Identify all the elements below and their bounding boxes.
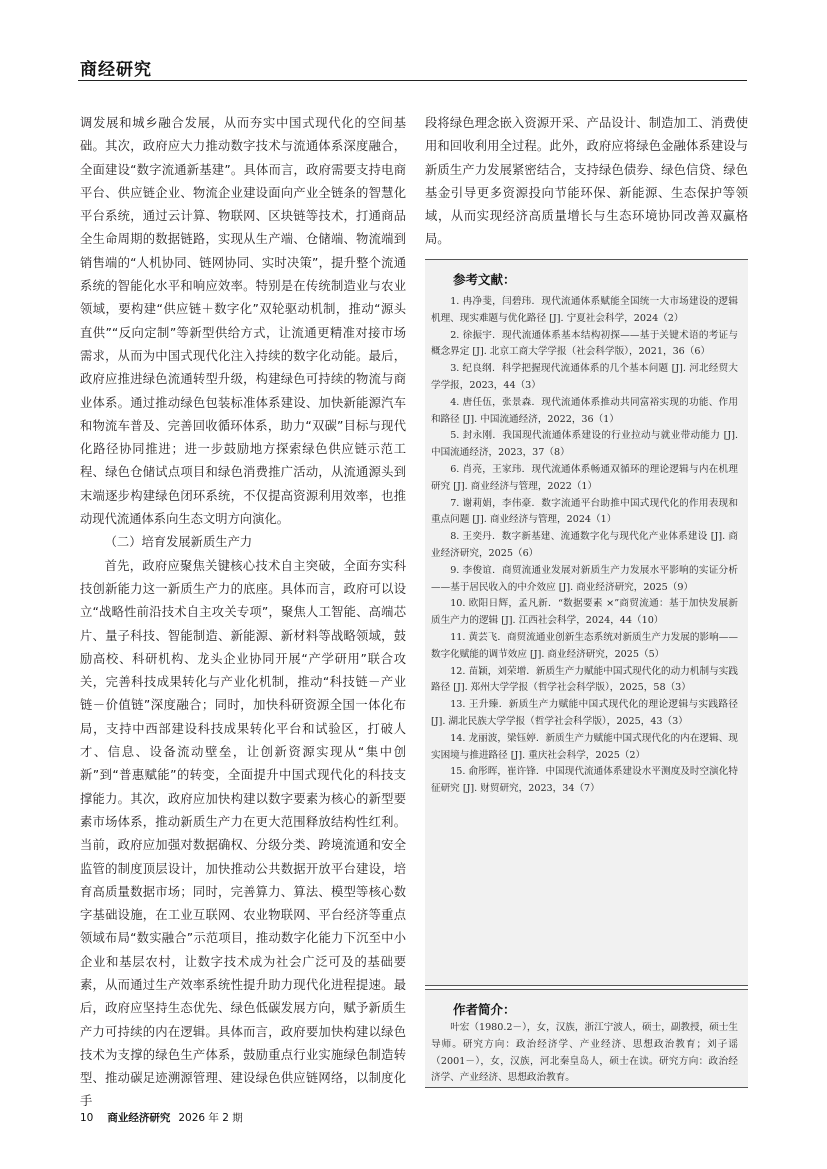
reference-text: 冉净斐，闫碧玮．现代流通体系赋能全国统一大市场建设的逻辑机理、现实难题与优化路径 [J]. 宁夏社会科学，2024（2） bbox=[431, 296, 738, 324]
reference-item bbox=[431, 630, 738, 664]
reference-number: 13. bbox=[450, 699, 466, 711]
reference-number: 5. bbox=[450, 430, 460, 442]
reference-text: 苗颖，刘荣增．新质生产力赋能中国式现代化的动力机制与实践路径 [J]. 郑州大学学报（哲学社会科学版），2025，58（3） bbox=[431, 665, 738, 694]
reference-text: 王奕丹．数字新基建、流通数字化与现代化产业体系建设 [J]. 商业经济研究，2025（6） bbox=[431, 531, 738, 559]
reference-item bbox=[431, 428, 738, 462]
reference-number: 2. bbox=[450, 329, 460, 341]
body-paragraph-continued: 调发展和城乡融合发展，从而夯实中国式现代化的空间基础。其次，政府应大力推动数字技术与流通体系深度融合，全面建设“数字流通新基建”。具体而言，政府需要支持电商平台、供应链企业、物流企业建设面向产业全链条的智慧化平台系统，通过云计算、物联网、区块链等技术，打通商品全生命周期的数据链路，实现从生产端、仓储端、物流端到销售端的“人机协同、链网协同、实时决策”，提升整个流通系统的智能化水平和响应效率。特别是在传统制造业与农业领域，要构建“供应链＋数字化”双轮驱动机制，推动“源头直供”“反向定制”等新型供给方式，让流通更精准对接市场需求，从而为中国式现代化注入持续的数字化动能。最后，政府应推进绿色流通转型升级，构建绿色可持续的物流与商业体系。通过推动绿色包装标准体系建设、加快新能源汽车和物流车普及、完善回收循环体系，助力“双碳”目标与现代化路径协同推进；进一步鼓励地方探索绿色供应链示范工程、绿色仓储试点项目和绿色消费推广活动，从流通源头到末端逐步构建绿色闭环系统，不仅提高资源利用效率，也推动现代流通体系向生态文明方向演化。 bbox=[80, 116, 406, 527]
reference-item bbox=[431, 563, 738, 597]
header-divider bbox=[78, 80, 747, 81]
reference-item bbox=[431, 294, 738, 328]
page-number: 10 bbox=[80, 1112, 94, 1124]
body-paragraph: 首先，政府应聚焦关键核心技术自主突破，全面夯实科技创新能力这一新质生产力的底座。具体而言，政府可以设立“战略性前沿技术自主攻关专项”，聚焦人工智能、高端芯片、量子科技、智能制造、新能源、新材料等战略领域，鼓励高校、科研机构、龙头企业协同开展“产学研用”联合攻关，完善科技成果转化与产业化机制，推动“科技链－产业链－价值链”深度融合；同时，加快科研资源全国一体化布局，支持中西部建设科技成果转化平台和试验区，打破人才、信息、设备流动壁垒，让创新资源实现从“集中创新”到“普惠赋能”的转变，全面提升中国式现代化的科技支撑能力。其次，政府应加快构建以数字要素为核心的新型要素市场体系，推动新质生产力在更大范围释放结构性红利。当前，政府应加强对数据确权、分级分类、跨境流通和安全监管的制度顶层设计，加快推动公共数据开放平台建设，培育高质量数据市场；同时，完善算力、算法、模型等核心数字基础设施，在工业互联网、农业物联网、平台经济等重点领域布局“数实融合”示范项目，推动数字化能力下沉至中小企业和基层农村，让数字技术成为社会广泛可及的基础要素，从而通过生产效率系统性提升助力现代化进程提速。最后，政府应坚持生态优先、绿色低碳发展方向，赋予新质生产力可持续的内在逻辑。具体而言，政府要加快构建以绿色技术为支撑的绿色生产体系，鼓励重点行业实施绿色制造转型、推动碳足迹溯源管理、建设绿色供应链网络，以制度化手 bbox=[80, 558, 406, 1109]
author-bio-box bbox=[425, 989, 748, 1088]
left-column bbox=[80, 112, 406, 1114]
reference-number: 4. bbox=[450, 396, 460, 408]
page-footer bbox=[80, 1110, 243, 1125]
reference-text: 封永刚．我国现代流通体系建设的行业拉动与就业带动能力 [J]. 中国流通经济，2023，37（8） bbox=[431, 430, 738, 459]
reference-item bbox=[431, 462, 738, 496]
reference-item bbox=[431, 529, 738, 563]
reference-text: 俞彤晖，崔许锋．中国现代流通体系建设水平测度及时空演化特征研究 [J]. 财贸研究，2023，34（7） bbox=[431, 766, 738, 795]
reference-list bbox=[431, 294, 738, 798]
reference-number: 14. bbox=[450, 732, 466, 744]
right-column-text bbox=[425, 112, 748, 252]
reference-item bbox=[431, 328, 738, 362]
reference-item bbox=[431, 664, 738, 698]
references-box bbox=[425, 259, 748, 986]
body-paragraph-continued: 段将绿色理念嵌入资源开采、产品设计、制造加工、消费使用和回收利用全过程。此外，政府应将绿色金融体系建设与新质生产力发展紧密结合，支持绿色债券、绿色信贷、绿色基金引导更多资源投向节能环保、新能源、生态保护等领域，从而实现经济高质量增长与生态环境协同改善双赢格局。 bbox=[425, 116, 748, 247]
running-header-title: 商经研究 bbox=[80, 60, 152, 80]
reference-number: 12. bbox=[450, 665, 466, 677]
author-bio-title: 作者简介： bbox=[453, 1002, 516, 1017]
reference-number: 3. bbox=[450, 363, 460, 375]
reference-item bbox=[431, 496, 738, 530]
author-bio-text: 叶宏（1980.2－），女，汉族，浙江宁波人，硕士，副教授，硕士生导师。研究方向：政治经济学、产业经济、思想政治教育；刘子谣（2001－），女，汉族，河北秦皇岛人，硕士在读。研究方向：政治经济学、产业经济、思想政治教育。 bbox=[431, 1022, 738, 1084]
reference-text: 王升臻．新质生产力赋能中国式现代化的理论逻辑与实践路径 [J]. 湖北民族大学学报（哲学社会科学版），2025，43（3） bbox=[431, 699, 738, 727]
reference-number: 1. bbox=[450, 296, 460, 307]
reference-number: 7. bbox=[450, 497, 460, 509]
issue-label: 2026 年 2 期 bbox=[178, 1112, 243, 1124]
reference-text: 唐任伍，张景森．现代流通体系推动共同富裕实现的功能、作用和路径 [J]. 中国流通经济，2022，36（1） bbox=[431, 396, 738, 425]
reference-text: 李俊谊．商贸流通业发展对新质生产力发展水平影响的实证分析——基于居民收入的中介效应 [J]. 商业经济研究，2025（9） bbox=[431, 564, 738, 593]
references-title: 参考文献： bbox=[453, 272, 516, 287]
reference-text: 谢莉娟，李伟豪．数字流通平台助推中国式现代化的作用表现和重点问题 [J]. 商业经济与管理，2024（1） bbox=[431, 497, 738, 526]
journal-name: 商业经济研究 bbox=[107, 1112, 171, 1124]
reference-item bbox=[431, 395, 738, 429]
reference-number: 10. bbox=[450, 598, 466, 610]
reference-number: 11. bbox=[450, 631, 466, 643]
reference-number: 15. bbox=[450, 766, 466, 778]
reference-text: 龙丽波，梁钰婷．新质生产力赋能中国式现代化的内在逻辑、现实困境与推进路径 [J]. 重庆社会科学，2025（2） bbox=[431, 732, 738, 761]
reference-item bbox=[431, 361, 738, 395]
reference-item bbox=[431, 596, 738, 630]
reference-number: 8. bbox=[450, 531, 460, 543]
reference-text: 徐振宇．现代流通体系基本结构初探——基于关键术语的考证与概念界定 [J]. 北京工商大学学报（社会科学版），2021，36（6） bbox=[431, 329, 738, 358]
reference-text: 欧阳日辉，孟凡新．“数据要素 ×”商贸流通：基于加快发展新质生产力的逻辑 [J]. 江西社会科学，2024，44（10） bbox=[431, 598, 738, 627]
section-heading: （二）培育发展新质生产力 bbox=[104, 535, 253, 550]
reference-text: 黄芸飞．商贸流通业创新生态系统对新质生产力发展的影响——数字化赋能的调节效应 [J]. 商业经济研究，2025（5） bbox=[431, 631, 738, 660]
reference-item bbox=[431, 731, 738, 765]
reference-item bbox=[431, 697, 738, 731]
reference-item bbox=[431, 764, 738, 798]
reference-text: 纪良纲．科学把握现代流通体系的几个基本问题 [J]. 河北经贸大学学报，2023，44（3） bbox=[431, 363, 738, 391]
reference-number: 6. bbox=[450, 463, 460, 475]
reference-text: 肖亮，王家玮．现代流通体系畅通双循环的理论逻辑与内在机理研究 [J]. 商业经济与管理，2022（1） bbox=[431, 463, 738, 492]
reference-number: 9. bbox=[450, 564, 460, 576]
